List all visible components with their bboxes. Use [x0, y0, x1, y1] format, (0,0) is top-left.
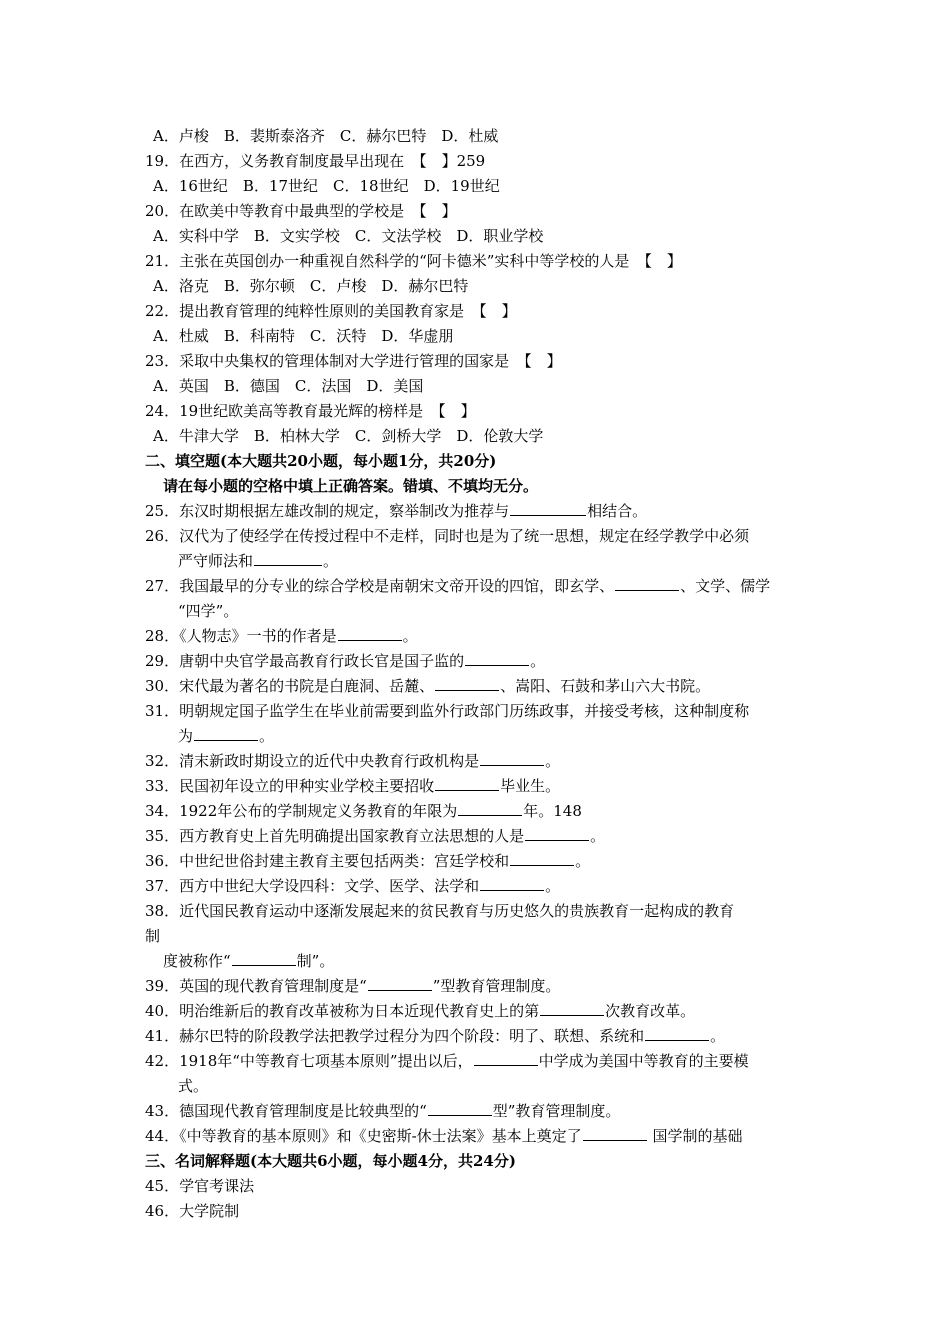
fill-blank [428, 1115, 492, 1116]
q28: 28．《人物志》一书的作者是 。 [145, 627, 418, 645]
q36: 36．中世纪世俗封建主教育主要包括两类：宫廷学校和 。 [145, 852, 591, 870]
q19-options: A．16世纪 B．17世纪 C．18世纪 D．19世纪 [153, 177, 500, 195]
q29: 29．唐朝中央官学最高教育行政长官是国子监的 。 [145, 652, 546, 670]
q22-stem: 22．提出教育管理的纯粹性原则的美国教育家是 【 】 [145, 302, 517, 320]
q40: 40．明治维新后的教育改革被称为日本近现代教育史上的第 次教育改革。 [145, 1002, 696, 1020]
q42-line2: 式。 [178, 1077, 209, 1095]
q43: 43．德国现代教育管理制度是比较典型的“ 型”教育管理制度。 [145, 1102, 621, 1120]
q23-options: A．英国 B．德国 C．法国 D．美国 [153, 377, 424, 395]
q41: 41．赫尔巴特的阶段教学法把教学过程分为四个阶段：明了、联想、系统和 。 [145, 1027, 726, 1045]
q38-line3: 度被称作“ 制”。 [163, 952, 335, 970]
section-3-heading: 三、名词解释题(本大题共6小题，每小题4分，共24分) [145, 1152, 516, 1170]
q35: 35．西方教育史上首先明确提出国家教育立法思想的人是 。 [145, 827, 606, 845]
fill-blank [435, 790, 499, 791]
q22-options: A．杜威 B．科南特 C．沃特 D．华虚朋 [153, 327, 454, 345]
fill-blank [540, 1015, 604, 1016]
q38-line1: 38．近代国民教育运动中逐渐发展起来的贫民教育与历史悠久的贵族教育一起构成的教育 [145, 902, 735, 920]
q24-stem: 24．19世纪欧美高等教育最光辉的榜样是 【 】 [145, 402, 476, 420]
fill-blank [645, 1040, 709, 1041]
q27-line2: “四学”。 [178, 602, 239, 620]
fill-blank [474, 1065, 538, 1066]
section-2-heading: 二、填空题(本大题共20小题，每小题1分，共20分) [145, 452, 497, 470]
q25: 25．东汉时期根据左雄改制的规定，察举制改为推荐与 相结合。 [145, 502, 648, 520]
q45: 45．学官考课法 [145, 1177, 255, 1195]
fill-blank [435, 690, 499, 691]
q19-stem: 19．在西方，义务教育制度最早出现在 【 】259 [145, 152, 486, 170]
fill-blank [254, 565, 322, 566]
q24-options: A．牛津大学 B．柏林大学 C．剑桥大学 D．伦敦大学 [153, 427, 544, 445]
q31-line1: 31．明朝规定国子监学生在毕业前需要到监外行政部门历练政事，并接受考核，这种制度称 [145, 702, 750, 720]
fill-blank [194, 740, 258, 741]
fill-blank [615, 590, 679, 591]
fill-blank [583, 1140, 647, 1141]
q21-options: A．洛克 B．弥尔顿 C．卢梭 D．赫尔巴特 [153, 277, 469, 295]
q18-options: A．卢梭 B．裴斯泰洛齐 C．赫尔巴特 D．杜威 [153, 127, 499, 145]
q34: 34．1922年公布的学制规定义务教育的年限为 年。148 [145, 802, 582, 820]
q37: 37．西方中世纪大学设四科：文学、医学、法学和 。 [145, 877, 561, 895]
q44: 44．《中等教育的基本原则》和《史密斯-休士法案》基本上奠定了 国学制的基础 [145, 1127, 743, 1145]
q20-options: A．实科中学 B．文实学校 C．文法学校 D．职业学校 [153, 227, 544, 245]
q46: 46．大学院制 [145, 1202, 240, 1220]
fill-blank [368, 990, 432, 991]
q39: 39．英国的现代教育管理制度是“ ”型教育管理制度。 [145, 977, 561, 995]
fill-blank [510, 865, 574, 866]
q33: 33．民国初年设立的甲种实业学校主要招收 毕业生。 [145, 777, 561, 795]
fill-blank [480, 890, 544, 891]
fill-blank [510, 515, 586, 516]
fill-blank [480, 765, 544, 766]
fill-blank [458, 815, 522, 816]
q27-line1: 27．我国最早的分专业的综合学校是南朝宋文帝开设的四馆，即玄学、 、文学、儒学 [145, 577, 771, 595]
fill-blank [525, 840, 589, 841]
q31-line2: 为 。 [178, 727, 275, 745]
fill-blank [232, 965, 296, 966]
q42-line1: 42．1918年“中等教育七项基本原则”提出以后， 中学成为美国中等教育的主要模 [145, 1052, 749, 1070]
q26-line2: 严守师法和 。 [178, 552, 339, 570]
q21-stem: 21．主张在英国创办一种重视自然科学的“阿卡德米”实科中等学校的人是 【 】 [145, 252, 682, 270]
q38-line2: 制 [145, 927, 161, 945]
q32: 32．清末新政时期设立的近代中央教育行政机构是 。 [145, 752, 561, 770]
q30: 30．宋代最为著名的书院是白鹿洞、岳麓、 、嵩阳、石鼓和茅山六大书院。 [145, 677, 711, 695]
section-2-instructions: 请在每小题的空格中填上正确答案。错填、不填均无分。 [163, 477, 539, 495]
q20-stem: 20．在欧美中等教育中最典型的学校是 【 】 [145, 202, 457, 220]
fill-blank [465, 665, 529, 666]
fill-blank [338, 640, 402, 641]
q26-line1: 26．汉代为了使经学在传授过程中不走样，同时也是为了统一思想，规定在经学教学中必须 [145, 527, 750, 545]
q23-stem: 23．采取中央集权的管理体制对大学进行管理的国家是 【 】 [145, 352, 562, 370]
